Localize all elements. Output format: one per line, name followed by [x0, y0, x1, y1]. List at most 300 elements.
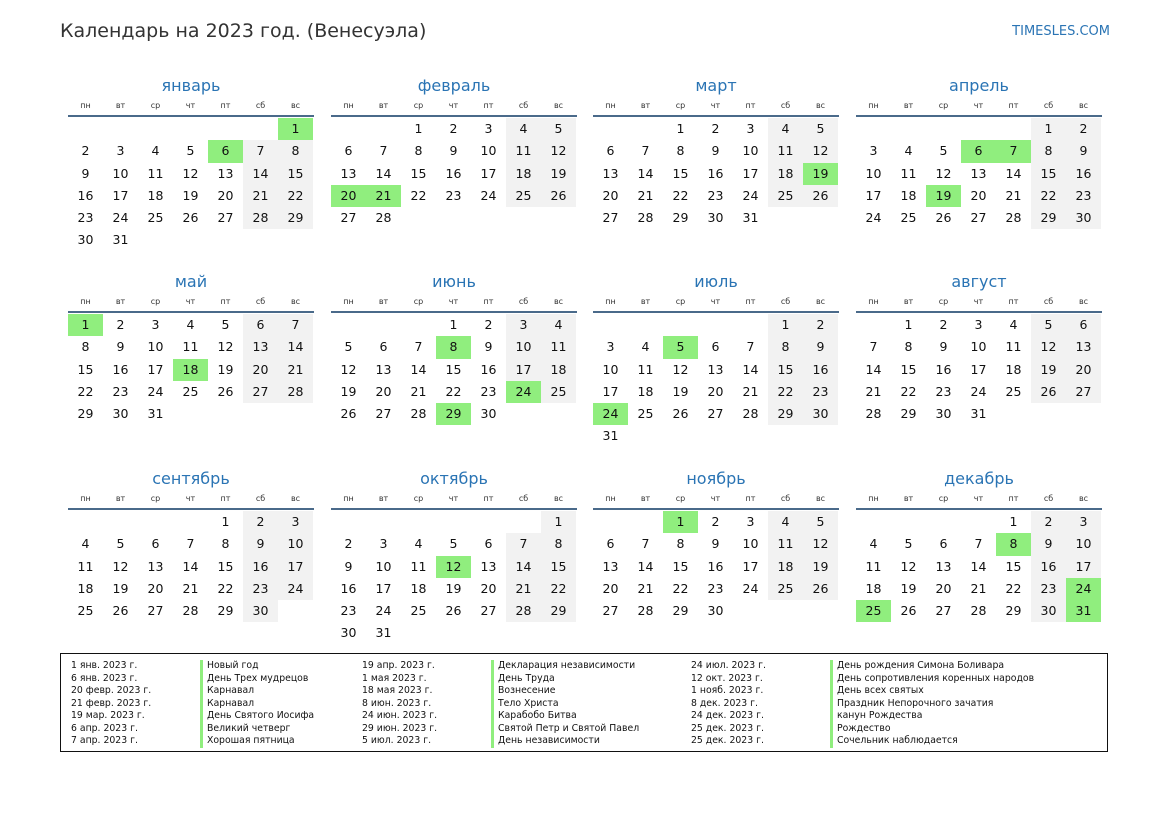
- day-cell[interactable]: 6: [711, 339, 720, 355]
- day-cell[interactable]: 13: [935, 558, 952, 574]
- day-cell[interactable]: 15: [278, 163, 313, 185]
- day-cell[interactable]: 10: [742, 143, 759, 159]
- day-cell[interactable]: 29: [541, 600, 576, 622]
- day-cell[interactable]: 25: [77, 603, 94, 619]
- day-cell[interactable]: 5: [803, 118, 838, 140]
- day-cell[interactable]: 25: [182, 383, 199, 399]
- day-cell[interactable]: 28: [637, 603, 654, 619]
- day-cell[interactable]: 2: [1066, 118, 1101, 140]
- day-cell[interactable]: 17: [112, 187, 129, 203]
- day-cell[interactable]: 3: [974, 317, 983, 332]
- day-cell[interactable]: 4: [541, 314, 576, 336]
- day-cell[interactable]: 2: [484, 317, 493, 332]
- day-cell[interactable]: 17: [602, 383, 619, 399]
- holiday-day[interactable]: 19: [926, 185, 961, 207]
- day-cell[interactable]: 18: [77, 580, 94, 596]
- day-cell[interactable]: 10: [112, 165, 129, 181]
- day-cell[interactable]: 30: [935, 406, 952, 422]
- day-cell[interactable]: 27: [602, 603, 619, 619]
- day-cell[interactable]: 27: [707, 406, 724, 422]
- holiday-day[interactable]: 1: [68, 314, 103, 336]
- day-cell[interactable]: 20: [707, 383, 724, 399]
- day-cell[interactable]: 17: [742, 558, 759, 574]
- day-cell[interactable]: 21: [637, 580, 654, 596]
- day-cell[interactable]: 5: [186, 143, 195, 159]
- day-cell[interactable]: 22: [278, 185, 313, 207]
- day-cell[interactable]: 28: [970, 603, 987, 619]
- day-cell[interactable]: 25: [147, 210, 164, 226]
- day-cell[interactable]: 9: [81, 165, 90, 181]
- day-cell[interactable]: 26: [445, 603, 462, 619]
- day-cell[interactable]: 26: [900, 603, 917, 619]
- day-cell[interactable]: 12: [672, 361, 689, 377]
- day-cell[interactable]: 9: [711, 536, 720, 552]
- day-cell[interactable]: 28: [375, 210, 392, 226]
- day-cell[interactable]: 27: [147, 603, 164, 619]
- day-cell[interactable]: 22: [1005, 580, 1022, 596]
- day-cell[interactable]: 8: [676, 536, 685, 552]
- day-cell[interactable]: 26: [803, 578, 838, 600]
- day-cell[interactable]: 21: [865, 383, 882, 399]
- day-cell[interactable]: 25: [541, 381, 576, 403]
- day-cell[interactable]: 7: [506, 533, 541, 555]
- day-cell[interactable]: 25: [410, 603, 427, 619]
- day-cell[interactable]: 14: [637, 165, 654, 181]
- holiday-day[interactable]: 7: [996, 140, 1031, 162]
- day-cell[interactable]: 23: [243, 578, 278, 600]
- day-cell[interactable]: 13: [602, 165, 619, 181]
- day-cell[interactable]: 27: [935, 603, 952, 619]
- day-cell[interactable]: 19: [541, 163, 576, 185]
- day-cell[interactable]: 7: [869, 339, 878, 355]
- day-cell[interactable]: 29: [77, 406, 94, 422]
- day-cell[interactable]: 26: [1031, 381, 1066, 403]
- day-cell[interactable]: 8: [541, 533, 576, 555]
- day-cell[interactable]: 16: [340, 580, 357, 596]
- day-cell[interactable]: 1: [541, 511, 576, 533]
- day-cell[interactable]: 16: [707, 558, 724, 574]
- holiday-day[interactable]: 5: [663, 336, 698, 358]
- day-cell[interactable]: 4: [904, 143, 913, 159]
- day-cell[interactable]: 11: [900, 165, 917, 181]
- day-cell[interactable]: 16: [803, 359, 838, 381]
- day-cell[interactable]: 17: [375, 580, 392, 596]
- day-cell[interactable]: 7: [414, 339, 423, 355]
- day-cell[interactable]: 20: [243, 359, 278, 381]
- day-cell[interactable]: 9: [1031, 533, 1066, 555]
- day-cell[interactable]: 20: [970, 187, 987, 203]
- day-cell[interactable]: 21: [970, 580, 987, 596]
- day-cell[interactable]: 13: [970, 165, 987, 181]
- day-cell[interactable]: 23: [77, 210, 94, 226]
- day-cell[interactable]: 28: [182, 603, 199, 619]
- day-cell[interactable]: 30: [77, 232, 94, 248]
- day-cell[interactable]: 11: [147, 165, 164, 181]
- day-cell[interactable]: 9: [803, 336, 838, 358]
- day-cell[interactable]: 29: [1031, 207, 1066, 229]
- day-cell[interactable]: 27: [217, 210, 234, 226]
- day-cell[interactable]: 18: [768, 556, 803, 578]
- day-cell[interactable]: 6: [344, 143, 353, 159]
- day-cell[interactable]: 12: [935, 165, 952, 181]
- day-cell[interactable]: 6: [379, 339, 388, 355]
- day-cell[interactable]: 19: [672, 383, 689, 399]
- day-cell[interactable]: 3: [278, 511, 313, 533]
- day-cell[interactable]: 27: [480, 603, 497, 619]
- day-cell[interactable]: 24: [970, 383, 987, 399]
- day-cell[interactable]: 31: [147, 406, 164, 422]
- day-cell[interactable]: 3: [116, 143, 125, 159]
- day-cell[interactable]: 13: [340, 165, 357, 181]
- day-cell[interactable]: 14: [742, 361, 759, 377]
- day-cell[interactable]: 14: [243, 163, 278, 185]
- day-cell[interactable]: 27: [1066, 381, 1101, 403]
- day-cell[interactable]: 28: [243, 207, 278, 229]
- day-cell[interactable]: 27: [970, 210, 987, 226]
- day-cell[interactable]: 11: [865, 558, 882, 574]
- day-cell[interactable]: 23: [935, 383, 952, 399]
- day-cell[interactable]: 14: [375, 165, 392, 181]
- day-cell[interactable]: 8: [414, 143, 423, 159]
- day-cell[interactable]: 17: [147, 361, 164, 377]
- day-cell[interactable]: 29: [672, 210, 689, 226]
- day-cell[interactable]: 14: [1005, 165, 1022, 181]
- day-cell[interactable]: 28: [742, 406, 759, 422]
- day-cell[interactable]: 2: [344, 536, 353, 552]
- day-cell[interactable]: 22: [217, 580, 234, 596]
- day-cell[interactable]: 31: [112, 232, 129, 248]
- day-cell[interactable]: 2: [939, 317, 948, 332]
- day-cell[interactable]: 18: [768, 163, 803, 185]
- day-cell[interactable]: 6: [939, 536, 948, 552]
- day-cell[interactable]: 22: [445, 383, 462, 399]
- day-cell[interactable]: 19: [803, 556, 838, 578]
- day-cell[interactable]: 8: [904, 339, 913, 355]
- day-cell[interactable]: 31: [742, 210, 759, 226]
- day-cell[interactable]: 18: [900, 187, 917, 203]
- day-cell[interactable]: 8: [1031, 140, 1066, 162]
- day-cell[interactable]: 16: [112, 361, 129, 377]
- day-cell[interactable]: 15: [77, 361, 94, 377]
- day-cell[interactable]: 20: [375, 383, 392, 399]
- day-cell[interactable]: 24: [865, 210, 882, 226]
- day-cell[interactable]: 16: [445, 165, 462, 181]
- day-cell[interactable]: 29: [217, 603, 234, 619]
- day-cell[interactable]: 12: [900, 558, 917, 574]
- day-cell[interactable]: 6: [151, 536, 160, 552]
- day-cell[interactable]: 7: [379, 143, 388, 159]
- day-cell[interactable]: 21: [182, 580, 199, 596]
- day-cell[interactable]: 3: [1066, 511, 1101, 533]
- day-cell[interactable]: 12: [112, 558, 129, 574]
- day-cell[interactable]: 3: [484, 121, 493, 136]
- day-cell[interactable]: 15: [410, 165, 427, 181]
- day-cell[interactable]: 26: [803, 185, 838, 207]
- day-cell[interactable]: 1: [414, 121, 423, 136]
- day-cell[interactable]: 12: [182, 165, 199, 181]
- day-cell[interactable]: 11: [768, 533, 803, 555]
- day-cell[interactable]: 7: [243, 140, 278, 162]
- day-cell[interactable]: 23: [480, 383, 497, 399]
- day-cell[interactable]: 24: [742, 580, 759, 596]
- day-cell[interactable]: 12: [803, 533, 838, 555]
- day-cell[interactable]: 5: [541, 118, 576, 140]
- day-cell[interactable]: 17: [742, 165, 759, 181]
- holiday-day[interactable]: 18: [173, 359, 208, 381]
- day-cell[interactable]: 6: [606, 143, 615, 159]
- day-cell[interactable]: 28: [278, 381, 313, 403]
- day-cell[interactable]: 23: [707, 580, 724, 596]
- day-cell[interactable]: 6: [606, 536, 615, 552]
- day-cell[interactable]: 22: [900, 383, 917, 399]
- day-cell[interactable]: 18: [541, 359, 576, 381]
- day-cell[interactable]: 25: [506, 185, 541, 207]
- day-cell[interactable]: 15: [672, 165, 689, 181]
- day-cell[interactable]: 4: [506, 118, 541, 140]
- holiday-day[interactable]: 8: [996, 533, 1031, 555]
- day-cell[interactable]: 11: [506, 140, 541, 162]
- day-cell[interactable]: 12: [340, 361, 357, 377]
- day-cell[interactable]: 29: [278, 207, 313, 229]
- holiday-day[interactable]: 29: [436, 403, 471, 425]
- holiday-day[interactable]: 12: [436, 556, 471, 578]
- day-cell[interactable]: 19: [340, 383, 357, 399]
- day-cell[interactable]: 11: [410, 558, 427, 574]
- day-cell[interactable]: 22: [541, 578, 576, 600]
- day-cell[interactable]: 13: [602, 558, 619, 574]
- day-cell[interactable]: 20: [602, 187, 619, 203]
- day-cell[interactable]: 2: [449, 121, 458, 136]
- day-cell[interactable]: 5: [449, 536, 458, 552]
- day-cell[interactable]: 30: [803, 403, 838, 425]
- day-cell[interactable]: 4: [869, 536, 878, 552]
- day-cell[interactable]: 23: [112, 383, 129, 399]
- day-cell[interactable]: 2: [1031, 511, 1066, 533]
- day-cell[interactable]: 29: [1005, 603, 1022, 619]
- day-cell[interactable]: 19: [217, 361, 234, 377]
- day-cell[interactable]: 30: [707, 210, 724, 226]
- day-cell[interactable]: 5: [904, 536, 913, 552]
- day-cell[interactable]: 10: [742, 536, 759, 552]
- holiday-day[interactable]: 6: [961, 140, 996, 162]
- day-cell[interactable]: 1: [221, 514, 230, 529]
- day-cell[interactable]: 16: [1031, 556, 1066, 578]
- day-cell[interactable]: 30: [340, 625, 357, 641]
- day-cell[interactable]: 25: [1005, 383, 1022, 399]
- day-cell[interactable]: 20: [147, 580, 164, 596]
- day-cell[interactable]: 3: [606, 339, 615, 355]
- day-cell[interactable]: 29: [672, 603, 689, 619]
- holiday-day[interactable]: 21: [366, 185, 401, 207]
- day-cell[interactable]: 20: [935, 580, 952, 596]
- day-cell[interactable]: 10: [865, 165, 882, 181]
- day-cell[interactable]: 5: [939, 143, 948, 159]
- day-cell[interactable]: 15: [445, 361, 462, 377]
- holiday-day[interactable]: 31: [1066, 600, 1101, 622]
- day-cell[interactable]: 8: [768, 336, 803, 358]
- day-cell[interactable]: 6: [484, 536, 493, 552]
- holiday-day[interactable]: 8: [436, 336, 471, 358]
- day-cell[interactable]: 31: [602, 428, 619, 444]
- day-cell[interactable]: 4: [768, 511, 803, 533]
- day-cell[interactable]: 12: [803, 140, 838, 162]
- holiday-day[interactable]: 19: [803, 163, 838, 185]
- day-cell[interactable]: 18: [865, 580, 882, 596]
- day-cell[interactable]: 13: [707, 361, 724, 377]
- day-cell[interactable]: 15: [1005, 558, 1022, 574]
- holiday-day[interactable]: 1: [278, 118, 313, 140]
- day-cell[interactable]: 7: [746, 339, 755, 355]
- day-cell[interactable]: 15: [768, 359, 803, 381]
- day-cell[interactable]: 25: [637, 406, 654, 422]
- day-cell[interactable]: 10: [375, 558, 392, 574]
- day-cell[interactable]: 11: [182, 339, 199, 355]
- day-cell[interactable]: 26: [182, 210, 199, 226]
- day-cell[interactable]: 2: [116, 317, 125, 332]
- day-cell[interactable]: 16: [707, 165, 724, 181]
- day-cell[interactable]: 10: [506, 336, 541, 358]
- day-cell[interactable]: 17: [480, 165, 497, 181]
- day-cell[interactable]: 1: [449, 317, 458, 332]
- holiday-day[interactable]: 6: [208, 140, 243, 162]
- day-cell[interactable]: 6: [1066, 314, 1101, 336]
- day-cell[interactable]: 31: [375, 625, 392, 641]
- day-cell[interactable]: 4: [151, 143, 160, 159]
- day-cell[interactable]: 9: [344, 558, 353, 574]
- day-cell[interactable]: 21: [742, 383, 759, 399]
- day-cell[interactable]: 21: [637, 187, 654, 203]
- day-cell[interactable]: 3: [151, 317, 160, 332]
- day-cell[interactable]: 30: [480, 406, 497, 422]
- day-cell[interactable]: 13: [147, 558, 164, 574]
- day-cell[interactable]: 28: [637, 210, 654, 226]
- day-cell[interactable]: 2: [81, 143, 90, 159]
- day-cell[interactable]: 10: [480, 143, 497, 159]
- day-cell[interactable]: 9: [939, 339, 948, 355]
- day-cell[interactable]: 22: [672, 187, 689, 203]
- day-cell[interactable]: 18: [506, 163, 541, 185]
- day-cell[interactable]: 25: [768, 578, 803, 600]
- day-cell[interactable]: 30: [1066, 207, 1101, 229]
- day-cell[interactable]: 11: [541, 336, 576, 358]
- day-cell[interactable]: 8: [81, 339, 90, 355]
- day-cell[interactable]: 10: [602, 361, 619, 377]
- day-cell[interactable]: 10: [147, 339, 164, 355]
- day-cell[interactable]: 4: [641, 339, 650, 355]
- day-cell[interactable]: 14: [410, 361, 427, 377]
- day-cell[interactable]: 9: [449, 143, 458, 159]
- day-cell[interactable]: 30: [707, 603, 724, 619]
- day-cell[interactable]: 8: [278, 140, 313, 162]
- day-cell[interactable]: 13: [217, 165, 234, 181]
- day-cell[interactable]: 15: [1031, 163, 1066, 185]
- day-cell[interactable]: 12: [217, 339, 234, 355]
- day-cell[interactable]: 19: [900, 580, 917, 596]
- day-cell[interactable]: 22: [77, 383, 94, 399]
- day-cell[interactable]: 3: [746, 121, 755, 136]
- day-cell[interactable]: 9: [243, 533, 278, 555]
- day-cell[interactable]: 31: [970, 406, 987, 422]
- day-cell[interactable]: 15: [672, 558, 689, 574]
- day-cell[interactable]: 7: [278, 314, 313, 336]
- day-cell[interactable]: 19: [112, 580, 129, 596]
- day-cell[interactable]: 19: [1031, 359, 1066, 381]
- day-cell[interactable]: 24: [480, 187, 497, 203]
- day-cell[interactable]: 1: [904, 317, 913, 332]
- day-cell[interactable]: 16: [77, 187, 94, 203]
- day-cell[interactable]: 5: [116, 536, 125, 552]
- day-cell[interactable]: 5: [344, 339, 353, 355]
- day-cell[interactable]: 30: [112, 406, 129, 422]
- day-cell[interactable]: 9: [1066, 140, 1101, 162]
- day-cell[interactable]: 24: [147, 383, 164, 399]
- day-cell[interactable]: 26: [217, 383, 234, 399]
- day-cell[interactable]: 17: [865, 187, 882, 203]
- day-cell[interactable]: 29: [768, 403, 803, 425]
- day-cell[interactable]: 2: [711, 514, 720, 529]
- day-cell[interactable]: 9: [484, 339, 493, 355]
- day-cell[interactable]: 22: [672, 580, 689, 596]
- day-cell[interactable]: 14: [637, 558, 654, 574]
- day-cell[interactable]: 28: [865, 406, 882, 422]
- day-cell[interactable]: 27: [602, 210, 619, 226]
- day-cell[interactable]: 5: [221, 317, 230, 332]
- day-cell[interactable]: 14: [182, 558, 199, 574]
- day-cell[interactable]: 18: [147, 187, 164, 203]
- day-cell[interactable]: 14: [970, 558, 987, 574]
- day-cell[interactable]: 28: [506, 600, 541, 622]
- day-cell[interactable]: 9: [116, 339, 125, 355]
- holiday-day[interactable]: 24: [1066, 578, 1101, 600]
- day-cell[interactable]: 10: [1066, 533, 1101, 555]
- day-cell[interactable]: 30: [243, 600, 278, 622]
- day-cell[interactable]: 14: [506, 556, 541, 578]
- day-cell[interactable]: 2: [803, 314, 838, 336]
- day-cell[interactable]: 29: [900, 406, 917, 422]
- day-cell[interactable]: 27: [243, 381, 278, 403]
- day-cell[interactable]: 21: [506, 578, 541, 600]
- day-cell[interactable]: 21: [278, 359, 313, 381]
- day-cell[interactable]: 26: [340, 406, 357, 422]
- day-cell[interactable]: 27: [375, 406, 392, 422]
- day-cell[interactable]: 26: [672, 406, 689, 422]
- day-cell[interactable]: 8: [676, 143, 685, 159]
- day-cell[interactable]: 23: [803, 381, 838, 403]
- day-cell[interactable]: 11: [77, 558, 94, 574]
- day-cell[interactable]: 14: [278, 336, 313, 358]
- day-cell[interactable]: 16: [935, 361, 952, 377]
- day-cell[interactable]: 3: [869, 143, 878, 159]
- day-cell[interactable]: 24: [112, 210, 129, 226]
- day-cell[interactable]: 24: [278, 578, 313, 600]
- site-link[interactable]: TIMESLES.COM: [1012, 24, 1110, 39]
- day-cell[interactable]: 15: [541, 556, 576, 578]
- holiday-day[interactable]: 20: [331, 185, 366, 207]
- day-cell[interactable]: 19: [445, 580, 462, 596]
- day-cell[interactable]: 25: [768, 185, 803, 207]
- day-cell[interactable]: 12: [541, 140, 576, 162]
- day-cell[interactable]: 15: [900, 361, 917, 377]
- day-cell[interactable]: 26: [935, 210, 952, 226]
- day-cell[interactable]: 23: [1031, 578, 1066, 600]
- day-cell[interactable]: 3: [746, 514, 755, 529]
- day-cell[interactable]: 16: [243, 556, 278, 578]
- day-cell[interactable]: 17: [1066, 556, 1101, 578]
- day-cell[interactable]: 4: [1009, 317, 1018, 332]
- holiday-day[interactable]: 24: [506, 381, 541, 403]
- day-cell[interactable]: 11: [768, 140, 803, 162]
- day-cell[interactable]: 20: [217, 187, 234, 203]
